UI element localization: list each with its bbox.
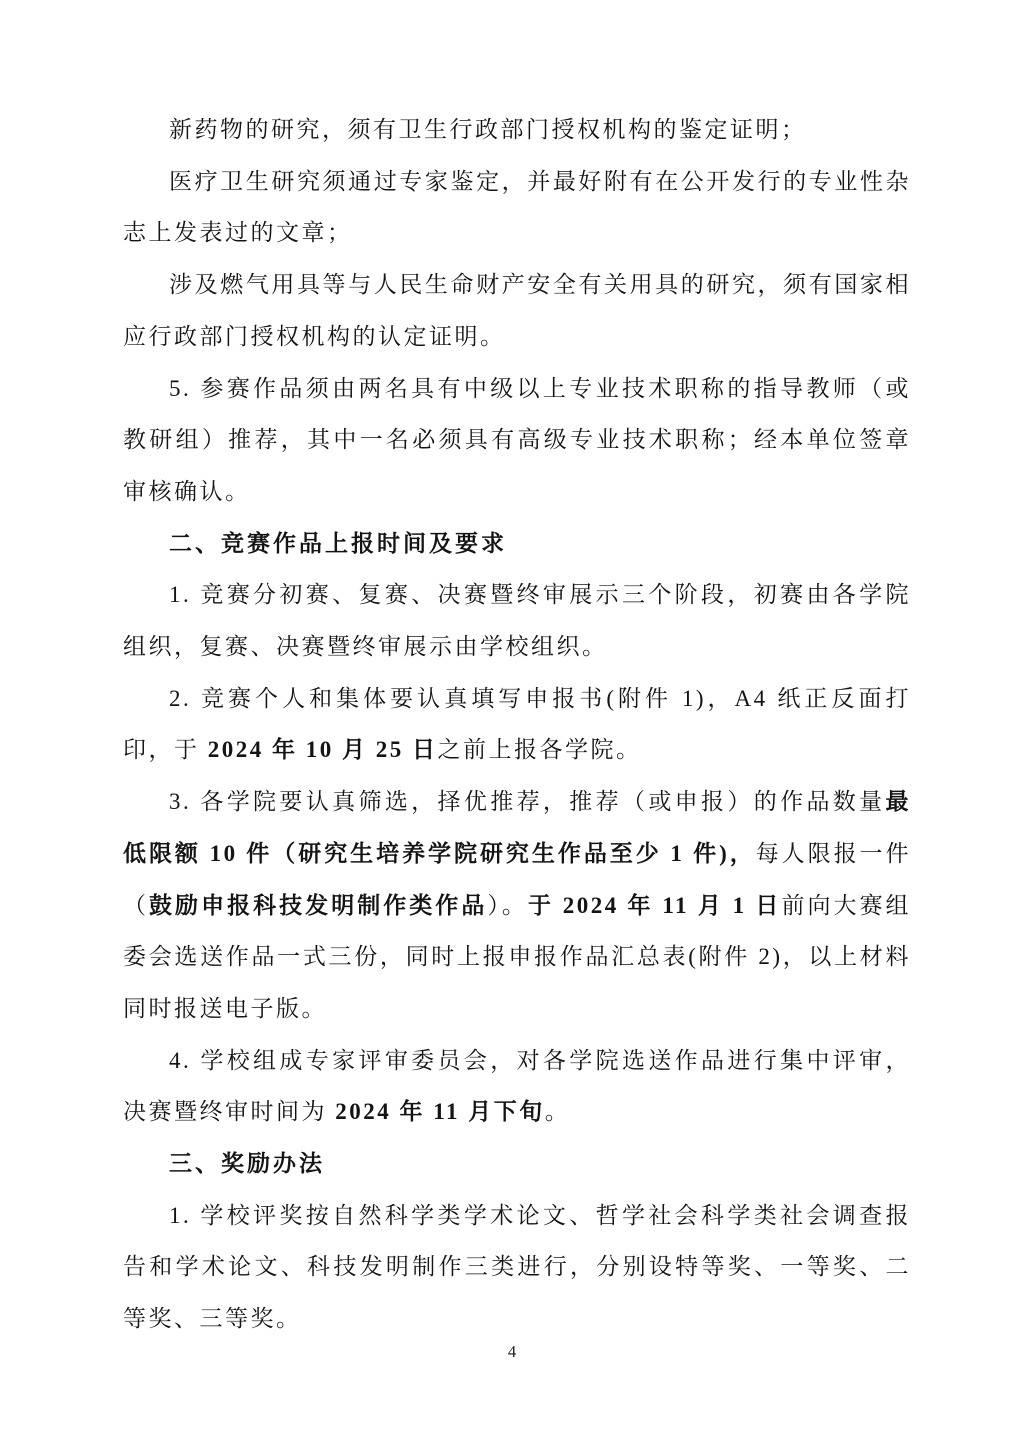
heading-text: 三、奖励办法 [169,1150,325,1177]
paragraph-text: 每人限报一件（ [123,840,911,918]
paragraph-medical-research [123,156,911,259]
section-heading-2 [123,518,911,570]
paragraph-text: 5. 参赛作品须由两名具有中级以上专业技术职称的指导教师（或教研组）推荐，其中一名必须具有高级专业技术职称；经本单位签章审核确认。 [123,375,911,504]
paragraph-text: 4. 学校组成专家评审委员会，对各学院选送作品进行集中评审，决赛暨终审时间为 [123,1047,911,1125]
section-heading-3 [123,1138,911,1190]
page-number: 4 [507,1342,517,1361]
document-body [123,104,911,1345]
heading-text: 二、竞赛作品上报时间及要求 [169,529,507,556]
paragraph-item-5 [123,363,911,518]
bold-encourage: 鼓励申报科技发明制作类作品 [149,892,488,918]
paragraph-text: 前向大赛组委会选送作品一式三份，同时上报申报作品汇总表(附件 2)，以上材料同时报送电子版。 [123,892,912,1021]
paragraph-text: 医疗卫生研究须通过专家鉴定，并最好附有在公开发行的专业性杂志上发表过的文章； [123,168,911,246]
bold-date-oct25: 2024 年 10 月 25 日 [207,737,438,763]
paragraph-text: 2. 竞赛个人和集体要认真填写申报书(附件 1)，A4 纸正反面打印，于 [123,685,911,763]
paragraph-text: 新药物的研究，须有卫生行政部门授权机构的鉴定证明； [169,117,807,142]
bold-quota: 最低限额 10 件（研究生培养学院研究生作品至少 1 件)， [123,789,911,866]
paragraph-text: 。 [544,1099,571,1125]
paragraph-text: 3. 各学院要认真筛选，择优推荐，推荐（或申报）的作品数量 [169,789,886,815]
paragraph-stage-item-4 [123,1035,911,1138]
paragraph-award-item-1 [123,1190,911,1345]
paragraph-text: 1. 学校评奖按自然科学类学术论文、哲学社会科学类社会调查报告和学术论文、科技发明制作三类进行，分别设特等奖、一等奖、二等奖、三等奖。 [123,1202,911,1332]
paragraph-gas-appliance [123,259,911,362]
paragraph-text: 之前上报各学院。 [437,737,642,763]
paragraph-stage-item-3 [123,776,911,1035]
paragraph-stage-item-1 [123,569,911,672]
paragraph-text: 1. 竞赛分初赛、复赛、决赛暨终审展示三个阶段，初赛由各学院组织，复赛、决赛暨终审展示由学校组织。 [123,582,911,660]
paragraph-drug-research [123,104,911,156]
paragraph-text: ）。 [487,892,528,918]
paragraph-text: 涉及燃气用具等与人民生命财产安全有关用具的研究，须有国家相应行政部门授权机构的认定证明。 [123,272,911,349]
paragraph-stage-item-2 [123,673,911,776]
bold-date-nov1: 于 2024 年 11 月 1 日 [527,892,782,918]
bold-date-late-nov: 2024 年 11 月下旬 [335,1099,545,1125]
